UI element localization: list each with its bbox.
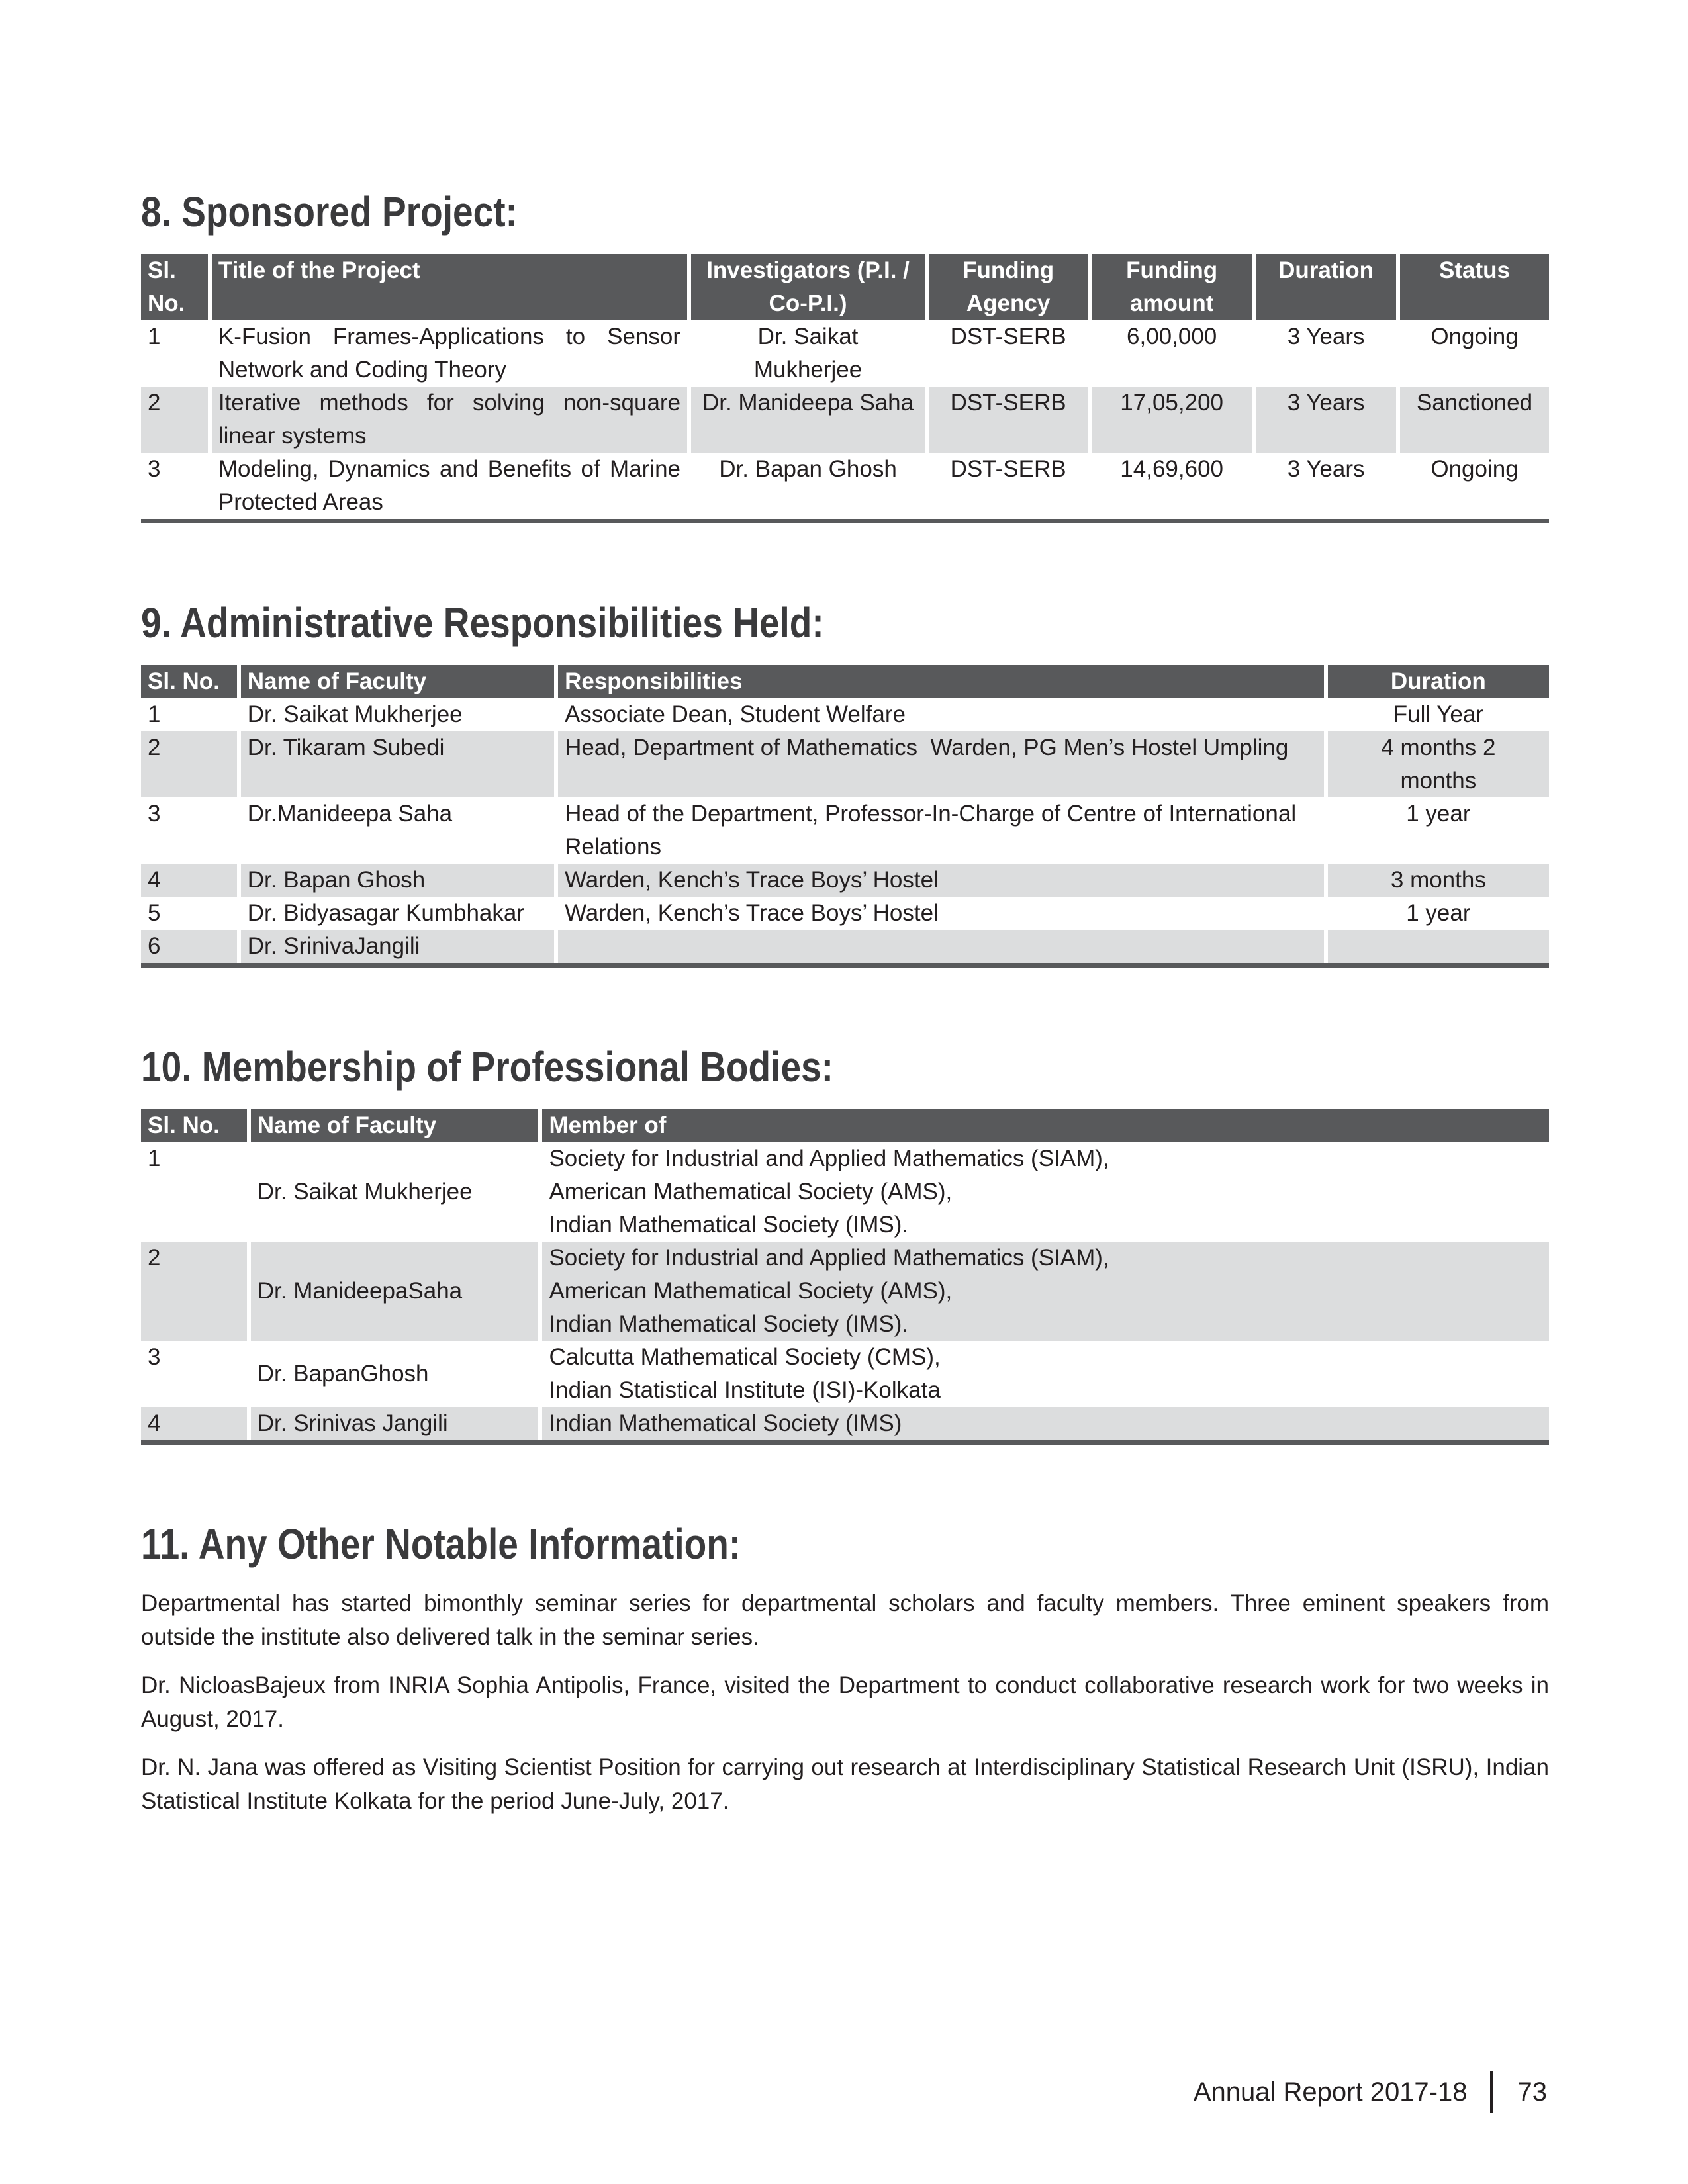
table-row: 1 K-Fusion Frames-Applications to Sensor Network and Coding Theory Dr. Saikat Mukherjee DST-SERB 6,00,000 3 Years Ongoing xyxy=(148,324,1519,383)
header-amount: Funding amount xyxy=(1092,254,1252,320)
header-sl: Sl. No. xyxy=(141,665,237,698)
report-title: Annual Report 2017-18 xyxy=(1193,2077,1468,2107)
header-name: Name of Faculty xyxy=(241,665,554,698)
header-responsibilities: Responsibilities xyxy=(558,665,1324,698)
paragraph: Dr. N. Jana was offered as Visiting Scientist Position for carrying out research at Interdisciplinary Statistical Research Unit (ISRU), Indian Statistical Institute Kolkata for the period June-July, 2017. xyxy=(141,1754,1549,1814)
header-sl: Sl. No. xyxy=(141,254,208,320)
header-member-of: Member of xyxy=(542,1109,1549,1142)
table-row: 1 Dr. Saikat Mukherjee Society for Industrial and Applied Mathematics (SIAM), American Mathematical Society (AMS), Indian Mathematical Society (IMS). xyxy=(148,1146,1109,1238)
page-footer xyxy=(1194,2071,1547,2113)
table-header-row xyxy=(141,254,1549,320)
sponsored-project-table xyxy=(137,254,1553,519)
section-sponsored-project xyxy=(141,185,1549,523)
paragraph: Departmental has started bimonthly seminar series for departmental scholars and faculty members. Three eminent speakers from outside the institute also delivered talk in the seminar series. xyxy=(141,1590,1549,1650)
table-row: 3 Dr. BapanGhosh Calcutta Mathematical Society (CMS), Indian Statistical Institute (ISI)-Kolkata xyxy=(148,1344,941,1403)
table-row: 3 Dr.Manideepa Saha Head of the Department, Professor-In-Charge of Centre of International Relations 1 year xyxy=(148,801,1471,860)
header-agency: Funding Agency xyxy=(929,254,1088,320)
section-other-information xyxy=(141,1518,1549,1818)
header-title: Title of the Project xyxy=(212,254,687,320)
header-sl: Sl. No. xyxy=(141,1109,247,1142)
table-row: 4 Dr. Bapan Ghosh Warden, Kench’s Trace Boys’ Hostel 3 months xyxy=(141,864,1549,897)
table-header-row xyxy=(141,665,1549,698)
table-row: 6 Dr. SrinivaJangili xyxy=(141,930,1549,963)
table-row: 2 Dr. ManideepaSaha Society for Industrial and Applied Mathematics (SIAM), American Mathematical Society (AMS), Indian Mathematical Society (IMS). xyxy=(141,1242,1549,1341)
section-title: 9. Administrative Responsibilities Held: xyxy=(141,599,824,647)
section-membership xyxy=(141,1040,1549,1445)
section-title: 11. Any Other Notable Information: xyxy=(141,1520,741,1568)
table-header-row xyxy=(141,1109,1549,1142)
table-row: 2 Dr. Tikaram Subedi Head, Department of Mathematics Warden, PG Men’s Hostel Umpling 4 months 2 months xyxy=(141,731,1549,797)
table-row: 2 Iterative methods for solving non-square linear systems Dr. Manideepa Saha DST-SERB 17,05,200 3 Years Sanctioned xyxy=(141,387,1549,453)
footer-divider xyxy=(1490,2071,1493,2113)
table-row: 1 Dr. Saikat Mukherjee Associate Dean, Student Welfare Full Year xyxy=(148,702,1483,727)
table-row: 3 Modeling, Dynamics and Benefits of Marine Protected Areas Dr. Bapan Ghosh DST-SERB 14,69,600 3 Years Ongoing xyxy=(148,456,1519,515)
section-title: 8. Sponsored Project: xyxy=(141,188,518,236)
header-duration: Duration xyxy=(1256,254,1396,320)
header-investigators: Investigators (P.I. / Co-P.I.) xyxy=(691,254,925,320)
paragraph: Dr. NicloasBajeux from INRIA Sophia Antipolis, France, visited the Department to conduct collaborative research work for two weeks in August, 2017. xyxy=(141,1672,1549,1732)
table-row: 4 Dr. Srinivas Jangili Indian Mathematical Society (IMS) xyxy=(141,1407,1549,1440)
administrative-table xyxy=(137,665,1553,963)
table-row: 5 Dr. Bidyasagar Kumbhakar Warden, Kench’s Trace Boys’ Hostel 1 year xyxy=(148,900,1471,926)
section-title: 10. Membership of Professional Bodies: xyxy=(141,1043,834,1091)
page-content xyxy=(141,185,1549,1833)
header-duration: Duration xyxy=(1328,665,1549,698)
header-status: Status xyxy=(1400,254,1549,320)
header-name: Name of Faculty xyxy=(251,1109,539,1142)
page-number: 73 xyxy=(1517,2077,1547,2107)
membership-table xyxy=(137,1109,1553,1440)
section-administrative-responsibilities xyxy=(141,596,1549,968)
